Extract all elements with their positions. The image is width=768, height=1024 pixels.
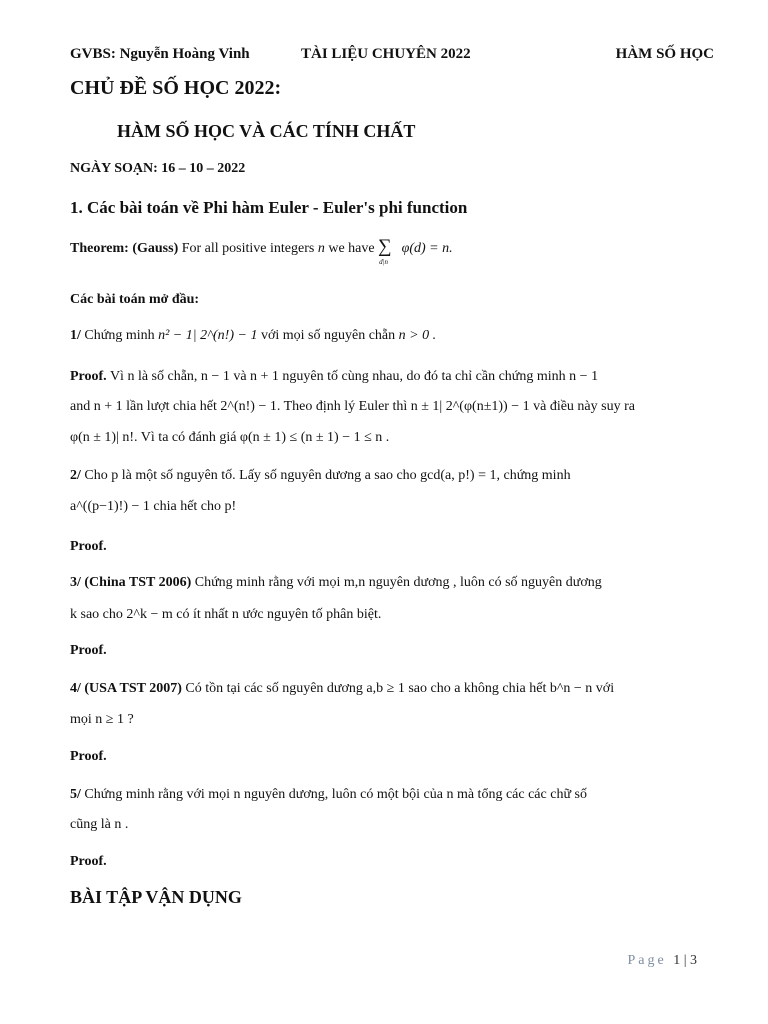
proof-text: Vì n là số chẵn, n − 1 và n + 1 nguyên tố cùng nhau, do đó ta chỉ cần chứng minh n − 1 [109, 369, 599, 384]
page-footer [627, 953, 697, 969]
header-topic: HÀM SỐ HỌC [615, 46, 714, 62]
proof-label: Proof. [70, 539, 107, 554]
proof-1-line-3: φ(n ± 1)| n!. Vì ta có đánh giá φ(n ± 1) ≤ (n ± 1) − 1 ≤ n . [70, 430, 390, 445]
proof-1-line-1 [70, 369, 598, 385]
problem-number: 4/ [70, 681, 81, 696]
problem-4-line-2: mọi n ≥ 1 ? [70, 712, 134, 727]
header-author: GVBS: Nguyễn Hoàng Vinh [70, 46, 250, 62]
problem-5-line-2: cũng là n . [70, 817, 129, 832]
sum-symbol: ∑ d|n [378, 236, 392, 266]
proof-label: Proof. [70, 854, 107, 869]
theorem-mid: we have [328, 241, 375, 256]
sum-subscript: d|n [379, 258, 389, 266]
problem-2-line-2: a^((p−1)!) − 1 chia hết cho p! [70, 499, 237, 514]
page-word: Page [627, 953, 667, 968]
proof-label: Proof. [70, 749, 107, 764]
page-subtitle: HÀM SỐ HỌC VÀ CÁC TÍNH CHẤT [117, 121, 416, 141]
problem-text: Chứng minh [84, 328, 155, 343]
problem-3-line-1 [70, 575, 602, 591]
problem-2-line-1 [70, 468, 571, 484]
date-line: NGÀY SOẠN: 16 – 10 – 2022 [70, 161, 246, 176]
problem-5-line-1 [70, 787, 587, 803]
theorem-formula: φ(d) = n. [401, 241, 453, 256]
header-doc-title: TÀI LIỆU CHUYÊN 2022 [301, 46, 471, 62]
problem-text: với mọi số nguyên chẵn [260, 328, 396, 343]
proof-label: Proof. [70, 369, 107, 384]
theorem-label: Theorem: (Gauss) [70, 241, 179, 256]
problem-number: 3/ [70, 575, 81, 590]
proof-label: Proof. [70, 643, 107, 658]
theorem-text: For all positive integers [181, 241, 315, 256]
problem-number: 5/ [70, 787, 81, 802]
theorem-line [70, 236, 453, 266]
problem-source: (China TST 2006) [84, 575, 192, 590]
problem-number: 2/ [70, 468, 81, 483]
problem-4-line-1 [70, 681, 614, 697]
problem-cond: n > 0 . [398, 328, 437, 343]
problem-3-line-2: k sao cho 2^k − m có ít nhất n ước nguyên tố phân biệt. [70, 607, 382, 622]
problem-text: Chứng minh rằng với mọi m,n nguyên dương , luôn có số nguyên dương [194, 575, 602, 590]
problem-source: (USA TST 2007) [84, 681, 182, 696]
problem-text: Chứng minh rằng với mọi n nguyên dương, luôn có một bội của n mà tổng các các chữ số [84, 787, 587, 802]
problem-expr: n² − 1| 2^(n!) − 1 [158, 328, 258, 343]
problem-text: Có tồn tại các số nguyên dương a,b ≥ 1 sao cho a không chia hết b^n − n với [185, 681, 615, 696]
proof-1-line-2: and n + 1 lần lượt chia hết 2^(n!) − 1. Theo định lý Euler thì n ± 1| 2^(φ(n±1)) − 1 và điều này suy ra [70, 399, 635, 414]
page-title: CHỦ ĐỀ SỐ HỌC 2022: [70, 77, 282, 99]
exercises-heading: BÀI TẬP VẬN DỤNG [70, 887, 242, 907]
theorem-var: n [317, 241, 325, 256]
section-heading-euler-phi: 1. Các bài toán về Phi hàm Euler - Euler's phi function [70, 198, 468, 217]
problem-1 [70, 328, 436, 344]
intro-heading: Các bài toán mở đầu: [70, 292, 200, 307]
problem-number: 1/ [70, 328, 81, 343]
page-number: 1 | 3 [673, 953, 697, 968]
problem-text: Cho p là một số nguyên tố. Lấy số nguyên dương a sao cho gcd(a, p!) = 1, chứng minh [84, 468, 571, 483]
